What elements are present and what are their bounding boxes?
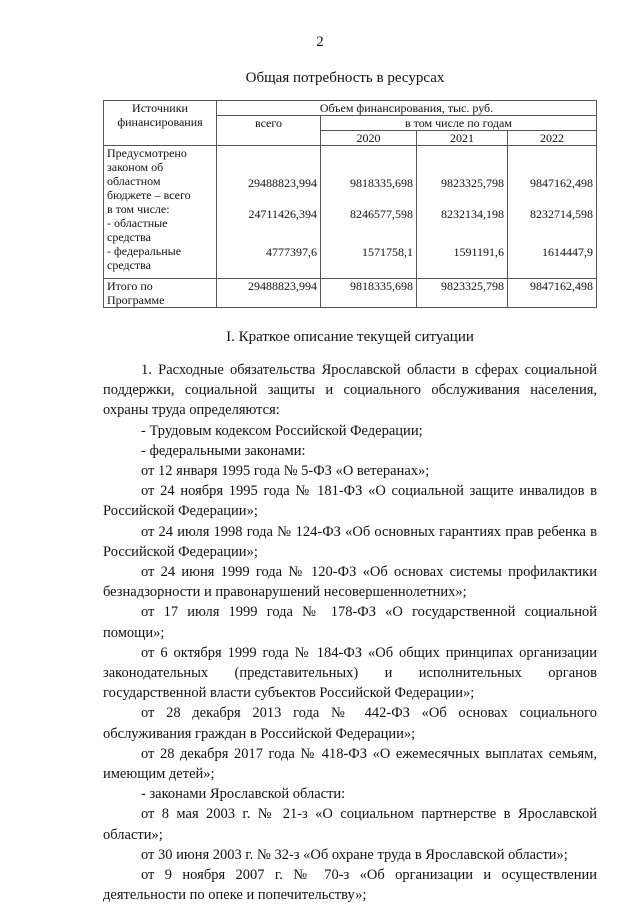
header-sources: Источники финансирования [104, 101, 217, 146]
value-cell: 8232714,598 [530, 207, 593, 221]
column-2022 [508, 146, 597, 279]
paragraph: от 28 декабря 2013 года № 442-ФЗ «Об основах социального обслуживания граждан в Российской Федерации»; [103, 705, 597, 742]
column-2021 [417, 146, 508, 279]
paragraph: от 24 ноября 1995 года № 181-ФЗ «О социальной защите инвалидов в Российской Федерации»; [103, 483, 597, 520]
header-volume: Объем финансирования, тыс. руб. [217, 101, 597, 116]
column-2020 [321, 146, 417, 279]
value-cell: 1591191,6 [453, 245, 504, 259]
body-text [103, 360, 597, 905]
paragraph: от 17 июля 1999 года № 178-ФЗ «О государственной социальной помощи»; [103, 604, 597, 641]
paragraph: - Трудовым кодексом Российской Федерации; [141, 422, 423, 439]
table-row-budget [104, 146, 597, 279]
value-cell: 8246577,598 [350, 207, 413, 221]
value-cell: 1614447,9 [542, 245, 593, 259]
paragraph: 1. Расходные обязательства Ярославской области в сферах социальной поддержки, социальной защиты и социального обслуживания населения, охраны труда определяются: [103, 362, 597, 419]
row-label-line: - федеральные [107, 244, 182, 258]
row-label-line: областном [107, 174, 161, 188]
paragraph: от 24 июля 1998 года № 124-ФЗ «Об основных гарантиях прав ребенка в Российской Федерации»; [103, 523, 597, 560]
row-label-line: в том числе: [107, 202, 170, 216]
value-cell: 8232134,198 [441, 207, 504, 221]
paragraph: - законами Ярославской области: [141, 786, 346, 803]
section-title: I. Краткое описание текущей ситуации [226, 329, 474, 345]
row-label-line: Предусмотрено [107, 146, 187, 160]
row-label-cell [104, 146, 217, 279]
paragraph: от 12 января 1995 года № 5-ФЗ «О ветеранах»; [141, 463, 430, 480]
value-cell: 9847162,498 [508, 279, 597, 308]
header-year: 2021 [417, 131, 508, 146]
paragraph: от 24 июня 1999 года № 120-ФЗ «Об основах системы профилактики безнадзорности и правонарушений несовершеннолетних»; [103, 564, 597, 601]
value-cell: 9818335,698 [321, 279, 417, 308]
paragraph: от 28 декабря 2017 года № 418-ФЗ «О ежемесячных выплатах семьям, имеющим детей»; [103, 745, 597, 783]
value-cell: 1571758,1 [362, 245, 413, 259]
paragraph: от 30 июня 2003 г. № 32-з «Об охране труда в Ярославской области»; [141, 846, 568, 863]
paragraph: от 9 ноября 2007 г. № 70-з «Об организации и осуществлении деятельности по опеке и попечительству»; [103, 867, 597, 904]
table-title: Общая потребность в ресурсах [245, 70, 445, 86]
value-cell: 4777397,6 [266, 245, 317, 259]
value-cell: 29488823,994 [248, 176, 317, 190]
page-number: 2 [316, 34, 324, 50]
header-year: 2020 [321, 131, 417, 146]
row-label-line: законом об [107, 160, 164, 174]
value-cell: 9823325,798 [417, 279, 508, 308]
row-label-line: средства [107, 258, 152, 272]
paragraph: от 6 октября 1999 года № 184-ФЗ «Об общих принципах организации законодательных (представительных) и исполнительных органов государственной власти субъектов Российской Федерации»; [103, 644, 597, 702]
value-cell: 9847162,498 [530, 176, 593, 190]
financing-table [103, 100, 597, 308]
row-label-line: - областные [107, 216, 168, 230]
row-label-cell [104, 279, 217, 308]
value-cell: 29488823,994 [217, 279, 321, 308]
row-label-line: Итого по [107, 279, 153, 293]
header-year: 2022 [508, 131, 597, 146]
value-cell: 24711426,394 [248, 207, 317, 221]
table-row-total [104, 279, 597, 308]
header-by-years: в том числе по годам [321, 116, 597, 131]
paragraph: от 8 мая 2003 г. № 21-з «О социальном партнерстве в Ярославской области»; [103, 806, 597, 843]
row-label-line: Программе [107, 293, 165, 307]
paragraph: - федеральными законами: [141, 442, 306, 459]
column-total [217, 146, 321, 279]
value-cell: 9823325,798 [441, 176, 504, 190]
row-label-line: бюджете – всего [107, 188, 191, 202]
row-label-line: средства [107, 230, 152, 244]
header-total: всего [217, 116, 321, 146]
value-cell: 9818335,698 [350, 176, 413, 190]
